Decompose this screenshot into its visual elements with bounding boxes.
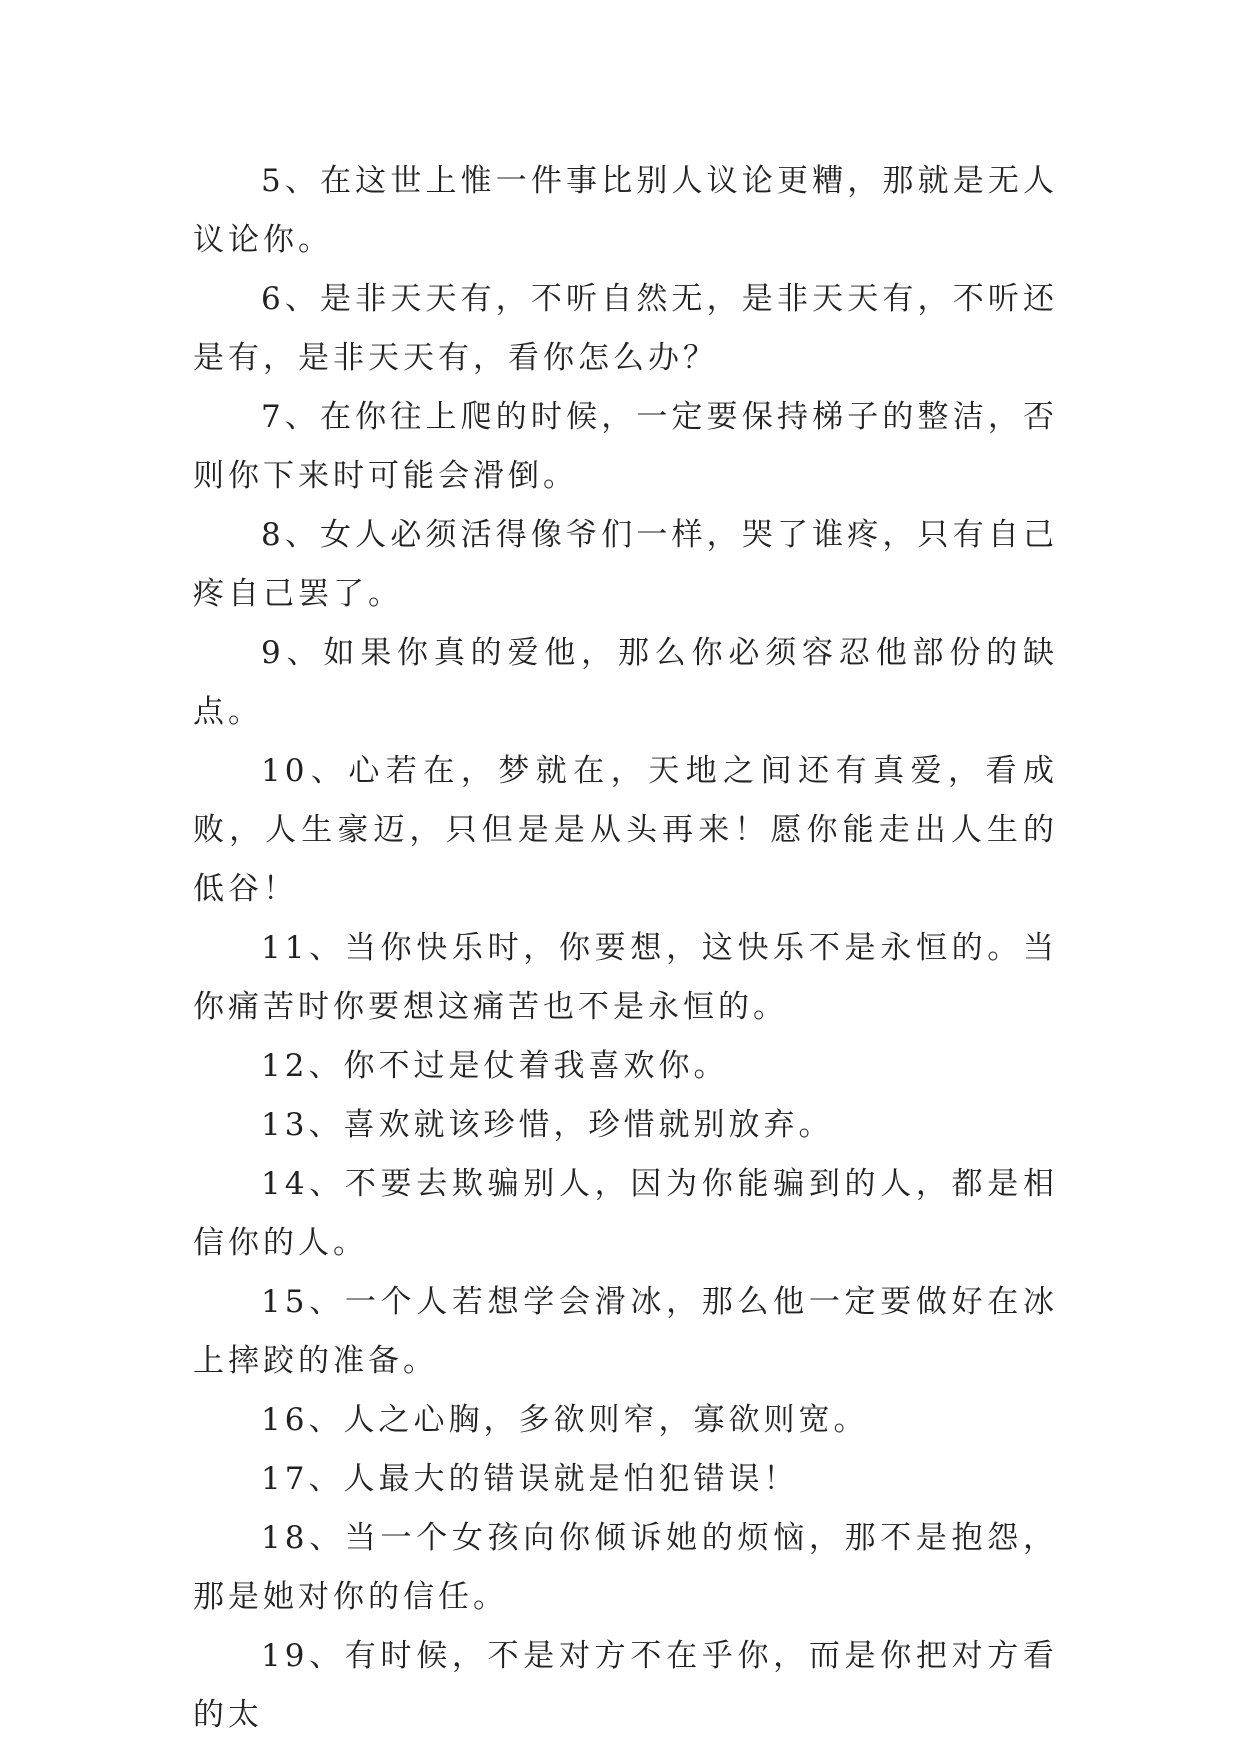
paragraph-7: 7、在你往上爬的时候，一定要保持梯子的整洁，否则你下来时可能会滑倒。 (193, 399, 1058, 494)
paragraph-13: 13、喜欢就该珍惜，珍惜就别放弃。 (261, 1107, 834, 1143)
document-body (193, 152, 1058, 1745)
paragraph-9: 9、如果你真的爱他，那么你必须容忍他部份的缺点。 (193, 635, 1058, 730)
paragraph-19: 19、有时候，不是对方不在乎你，而是你把对方看的太 (193, 1638, 1058, 1733)
paragraph-11: 11、当你快乐时，你要想，这快乐不是永恒的。当你痛苦时你要想这痛苦也不是永恒的。 (193, 930, 1058, 1025)
paragraph-18: 18、当一个女孩向你倾诉她的烦恼，那不是抱怨，那是她对你的信任。 (193, 1520, 1058, 1615)
paragraph-6: 6、是非天天有，不听自然无，是非天天有，不听还是有，是非天天有，看你怎么办？ (193, 281, 1058, 376)
paragraph-14: 14、不要去欺骗别人，因为你能骗到的人，都是相信你的人。 (193, 1166, 1058, 1261)
paragraph-17: 17、人最大的错误就是怕犯错误！ (261, 1461, 799, 1497)
paragraph-10: 10、心若在，梦就在，天地之间还有真爱，看成败，人生豪迈，只但是是从头再来！愿你能走出人生的低谷！ (193, 753, 1058, 907)
paragraph-5: 5、在这世上惟一件事比别人议论更糟，那就是无人议论你。 (193, 163, 1058, 258)
paragraph-16: 16、人之心胸，多欲则窄，寡欲则宽。 (261, 1402, 869, 1438)
paragraph-12: 12、你不过是仗着我喜欢你。 (261, 1048, 729, 1084)
paragraph-15: 15、一个人若想学会滑冰，那么他一定要做好在冰上摔跤的准备。 (193, 1284, 1058, 1379)
paragraph-8: 8、女人必须活得像爷们一样，哭了谁疼，只有自己疼自己罢了。 (193, 517, 1058, 612)
